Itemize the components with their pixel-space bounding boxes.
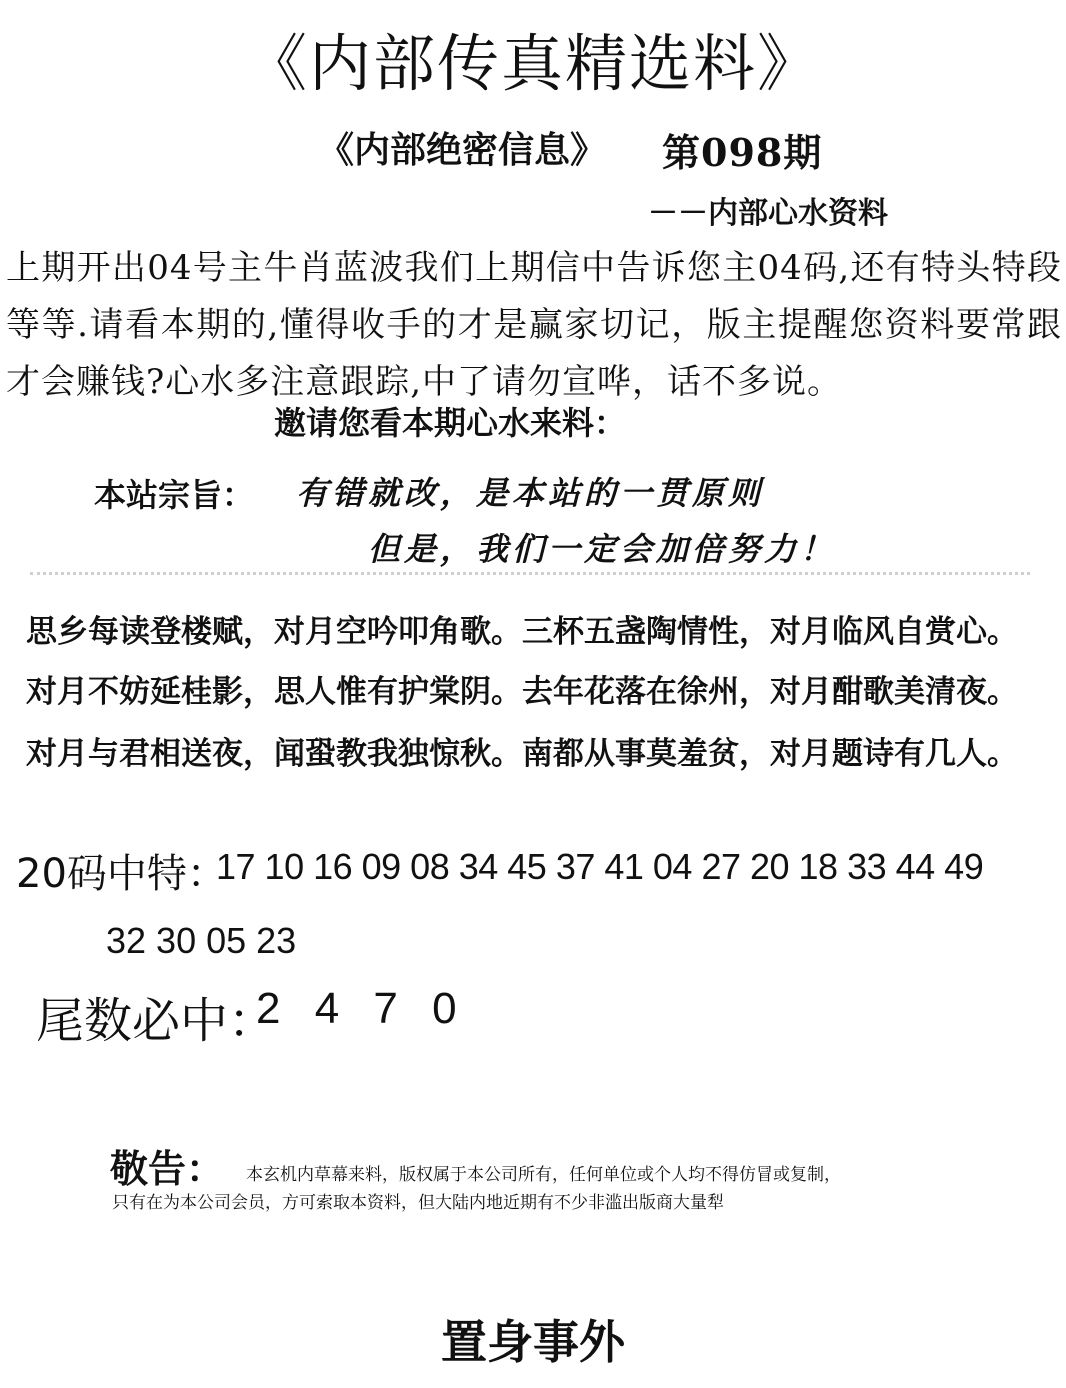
motto-line-1: 有错就改，是本站的一贯原则 xyxy=(296,474,765,512)
tail-label: 尾数必中： xyxy=(36,993,277,1049)
source-label: －－内部心水资料 xyxy=(648,196,888,231)
footer-text: 置身事外 xyxy=(441,1315,625,1369)
subtitle: 《内部绝密信息》 xyxy=(318,129,607,171)
numbers-line-1: 17 10 16 09 08 34 45 37 41 04 27 20 18 33 44 49 xyxy=(216,846,984,887)
poem-line-1: 思乡每读登楼赋，对月空吟叩角歌。三杯五盏陶情性，对月临风自赏心。 xyxy=(26,614,1018,650)
page-title: 《内部传真精选料》 xyxy=(244,27,821,100)
notice-line-2: 只有在为本公司会员，方可索取本资料，但大陆内地近期有不少非滥出版商大量犁 xyxy=(112,1193,724,1213)
invite-text: 邀请您看本期心水来料： xyxy=(274,404,627,442)
issue-number: 第098期 xyxy=(662,130,823,175)
dotted-divider xyxy=(30,572,1030,581)
notice-line-1: 本玄机内草幕来料，版权属于本公司所有，任何单位或个人均不得仿冒或复制， xyxy=(246,1165,841,1185)
motto-line-2: 但是，我们一定会加倍努力！ xyxy=(368,530,837,568)
poem-line-2: 对月不妨延桂影，思人惟有护棠阴。去年花落在徐州，对月酣歌美清夜。 xyxy=(26,674,1018,710)
tail-digits: 2 4 7 0 xyxy=(256,984,457,1033)
numbers-line-2: 32 30 05 23 xyxy=(106,920,297,961)
poem-line-3: 对月与君相送夜，闻蛩教我独惊秋。南都从事莫羞贫，对月题诗有几人。 xyxy=(26,736,1018,772)
notice-label: 敬告： xyxy=(110,1146,225,1191)
intro-paragraph: 上期开出04号主牛肖蓝波我们上期信中告诉您主04码,还有特头特段等等.请看本期的,懂得收手的才是赢家切记，版主提醒您资料要常跟才会赚钱?心水多注意跟踪,中了请勿宣哗，话不多说。 xyxy=(6,248,1062,402)
motto-label: 本站宗旨： xyxy=(94,476,255,514)
numbers-label: 20码中特： xyxy=(16,851,227,897)
